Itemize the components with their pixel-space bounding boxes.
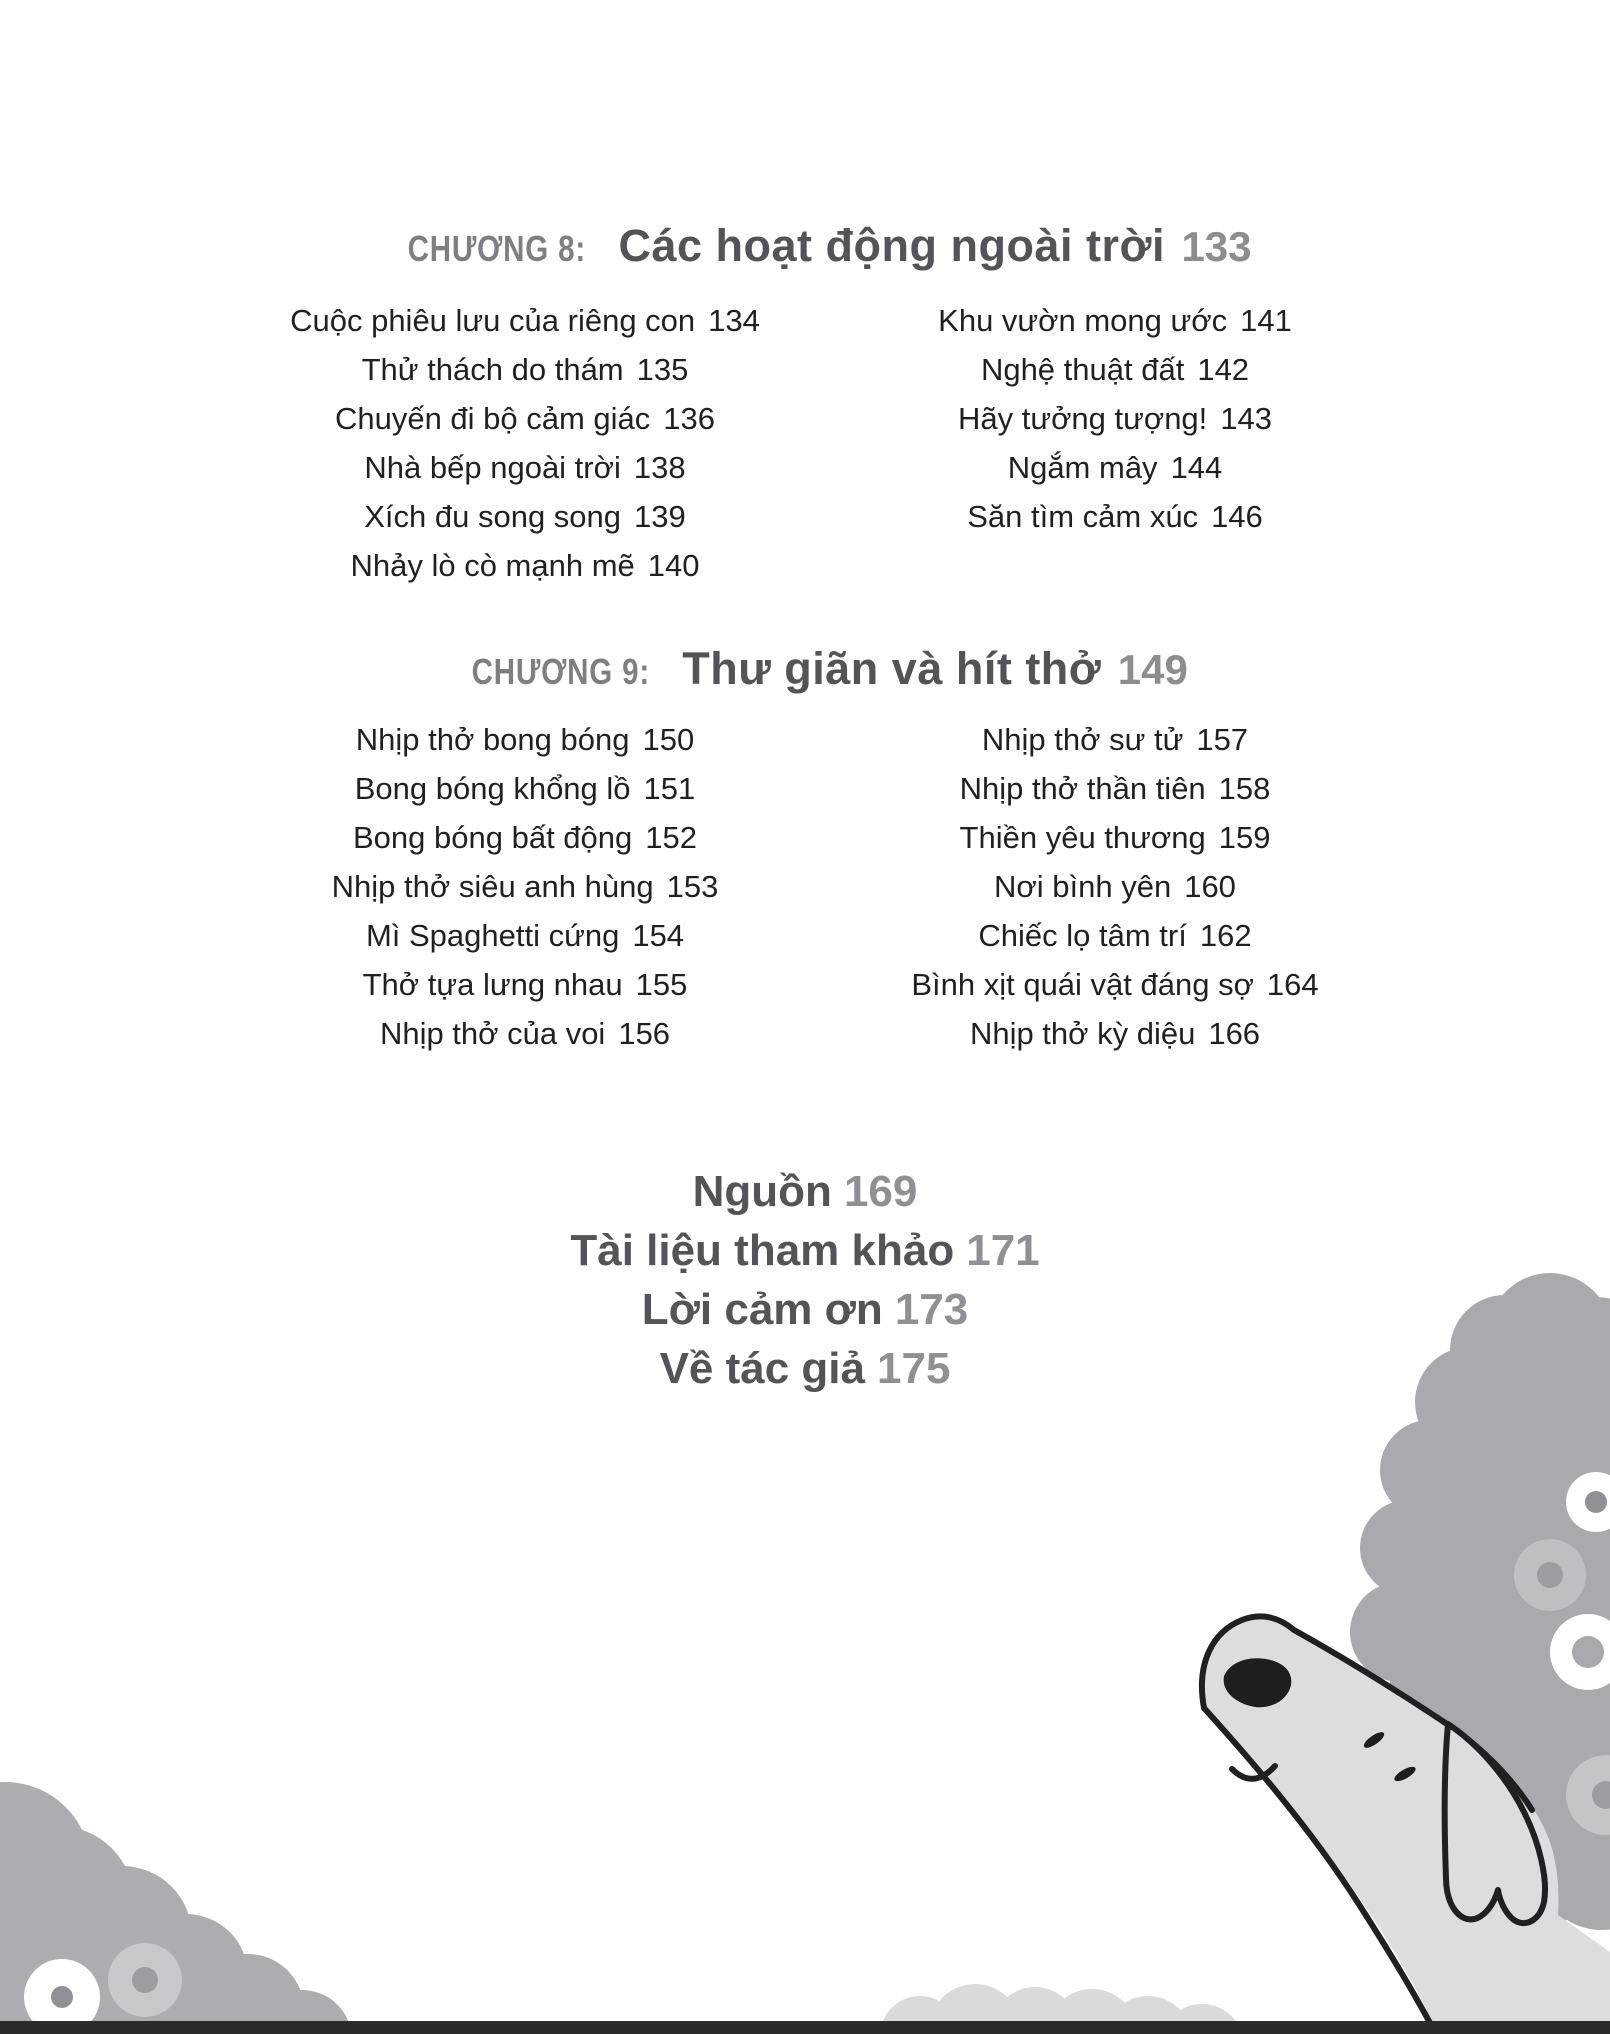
toc-entry-page: 155: [635, 967, 688, 1002]
toc-entry-page: 135: [636, 352, 689, 387]
toc-entry-title: Xích đu song song: [364, 499, 622, 534]
toc-entry-page: 154: [632, 918, 685, 953]
toc-entry: [230, 443, 820, 492]
toc-entry-page: 166: [1208, 1016, 1261, 1051]
toc-entry-title: Nhịp thở của voi: [379, 1016, 606, 1051]
toc-entry-title: Thiền yêu thương: [959, 820, 1206, 855]
chapter-9-heading: [230, 643, 1410, 695]
toc-entry: [230, 345, 820, 394]
bottom-bar: [0, 2021, 1610, 2034]
toc-entry-page: 144: [1170, 450, 1223, 485]
toc-entry: [820, 715, 1410, 764]
toc-entry-title: Bong bóng khổng lồ: [354, 771, 631, 806]
toc-entry: [230, 541, 820, 590]
chapter-9-page-number: 149: [1117, 646, 1188, 693]
toc-entry: [820, 492, 1410, 541]
toc-entry-title: Hãy tưởng tượng!: [957, 401, 1208, 436]
back-matter-title: Nguồn: [692, 1167, 832, 1216]
back-matter-page: 173: [894, 1285, 969, 1334]
toc-entry-page: 138: [633, 450, 686, 485]
toc-entry-title: Ngắm mây: [1007, 450, 1158, 485]
chapter-8-entries: [230, 296, 1410, 590]
toc-entry-page: 164: [1266, 967, 1319, 1002]
toc-entry-page: 143: [1220, 401, 1273, 436]
toc-entry: [230, 862, 820, 911]
back-matter-title: Tài liệu tham khảo: [570, 1226, 955, 1275]
back-matter-entry: [0, 1280, 1610, 1339]
toc-entry-title: Mì Spaghetti cứng: [365, 918, 620, 953]
chapter-8-title: Các hoạt động ngoài trời: [618, 220, 1165, 271]
toc-entry-page: 141: [1240, 303, 1292, 338]
toc-entry-title: Bong bóng bất động: [353, 820, 633, 855]
toc-entry-title: Khu vườn mong ước: [938, 303, 1228, 338]
toc-entry-title: Chuyến đi bộ cảm giác: [334, 401, 651, 436]
back-matter-page: 171: [966, 1226, 1040, 1275]
back-matter-page: 175: [877, 1344, 951, 1393]
toc-entry-title: Nhịp thở sư tử: [981, 722, 1184, 757]
toc-entry: [820, 764, 1410, 813]
back-matter-entry: [0, 1339, 1610, 1398]
toc-entry: [230, 813, 820, 862]
back-matter-entry: [0, 1162, 1610, 1221]
toc-entry-page: 134: [708, 303, 760, 338]
toc-entry-title: Nhịp thở kỳ diệu: [969, 1016, 1196, 1051]
toc-entry-page: 136: [663, 401, 716, 436]
back-matter-section: [0, 1162, 1610, 1398]
toc-entry: [820, 345, 1410, 394]
toc-entry-title: Nhịp thở bong bóng: [355, 722, 630, 757]
toc-entry: [820, 813, 1410, 862]
chapter-8-heading: [230, 220, 1410, 272]
toc-entry: [820, 1009, 1410, 1058]
toc-entry: [230, 960, 820, 1009]
toc-entry: [820, 296, 1410, 345]
toc-entry-title: Nhịp thở thần tiên: [959, 771, 1206, 806]
toc-entry-title: Thở tựa lưng nhau: [362, 967, 623, 1002]
toc-entry: [820, 394, 1410, 443]
toc-entry-page: 146: [1211, 499, 1263, 534]
chapter-9-right-column: [820, 715, 1410, 1058]
toc-entry-page: 150: [642, 722, 695, 757]
toc-entry-page: 157: [1196, 722, 1249, 757]
toc-entry-title: Chiếc lọ tâm trí: [978, 918, 1187, 953]
toc-entry-page: 158: [1218, 771, 1271, 806]
chapter-8-left-column: [230, 296, 820, 590]
toc-entry: [820, 862, 1410, 911]
toc-entry-page: 142: [1197, 352, 1250, 387]
chapter-9-entries: [230, 715, 1410, 1058]
toc-entry: [230, 1009, 820, 1058]
toc-entry-page: 151: [643, 771, 696, 806]
toc-entry-title: Nhịp thở siêu anh hùng: [331, 869, 654, 904]
toc-entry-title: Thử thách do thám: [361, 352, 624, 387]
toc-entry-page: 162: [1199, 918, 1252, 953]
toc-entry-page: 156: [618, 1016, 671, 1051]
toc-entry: [820, 960, 1410, 1009]
toc-entry-title: Nghệ thuật đất: [980, 352, 1185, 387]
toc-entry: [820, 911, 1410, 960]
toc-entry-page: 159: [1218, 820, 1271, 855]
toc-entry-page: 140: [647, 548, 700, 583]
back-matter-entry: [0, 1221, 1610, 1280]
toc-entry: [230, 394, 820, 443]
toc-entry-title: Săn tìm cảm xúc: [967, 499, 1199, 534]
chapter-9-label: CHƯƠNG 9:: [471, 651, 651, 692]
toc-entry: [820, 443, 1410, 492]
toc-entry-title: Nơi bình yên: [994, 869, 1172, 904]
toc-entry-title: Nhảy lò cò mạnh mẽ: [350, 548, 635, 583]
toc-entry: [230, 715, 820, 764]
chapter-9-title: Thư giãn và hít thở: [682, 643, 1102, 694]
toc-entry-title: Nhà bếp ngoài trời: [364, 450, 621, 485]
toc-entry-page: 160: [1184, 869, 1236, 904]
chapter-9-left-column: [230, 715, 820, 1058]
toc-entry: [230, 764, 820, 813]
toc-entry: [230, 911, 820, 960]
back-matter-title: Lời cảm ơn: [641, 1285, 883, 1334]
chapter-8-right-column: [820, 296, 1410, 590]
toc-entry: [230, 492, 820, 541]
toc-entry-title: Bình xịt quái vật đáng sợ: [911, 967, 1254, 1002]
toc-entry-page: 153: [666, 869, 719, 904]
chapter-8-label: CHƯƠNG 8:: [408, 228, 587, 269]
chapter-8-page-number: 133: [1181, 223, 1252, 270]
toc-entry-title: Cuộc phiêu lưu của riêng con: [290, 303, 696, 338]
back-matter-title: Về tác giả: [659, 1344, 865, 1393]
toc-entry: [230, 296, 820, 345]
back-matter-page: 169: [843, 1167, 918, 1216]
toc-entry-page: 152: [645, 820, 697, 855]
toc-entry-page: 139: [634, 499, 686, 534]
